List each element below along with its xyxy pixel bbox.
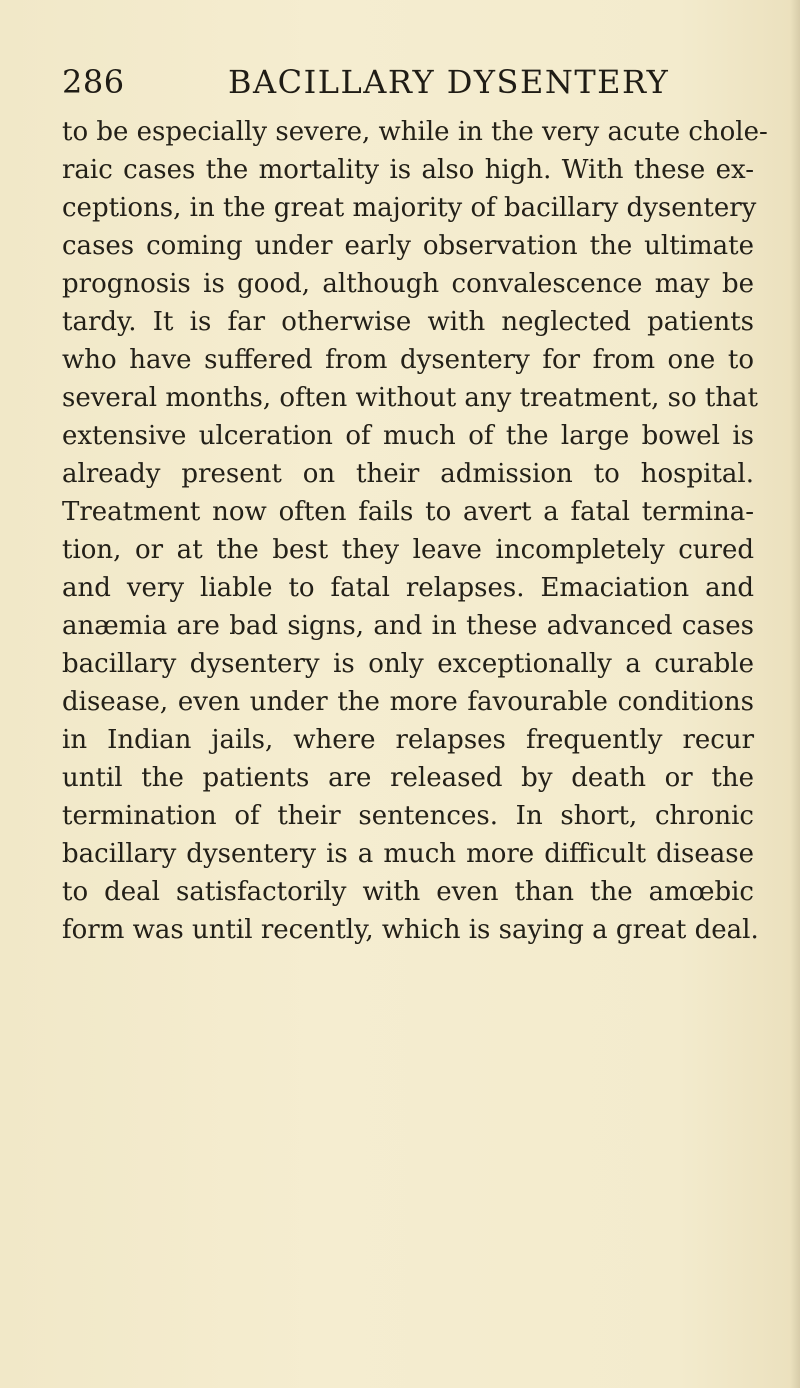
text-line: raic cases the mortality is also high. With these ex- bbox=[62, 155, 754, 185]
text-line: and very liable to fatal relapses. Emaciation and bbox=[62, 573, 754, 603]
text-line: until the patients are released by death or the bbox=[62, 763, 754, 793]
text-line: who have suffered from dysentery for from one to bbox=[62, 345, 754, 375]
text-line: cases coming under early observation the ultimate bbox=[62, 231, 754, 261]
text-line: bacillary dysentery is only exceptionally a curable bbox=[62, 649, 754, 679]
text-line: already present on their admission to hospital. bbox=[62, 459, 754, 489]
chapter-title: BACILLARY DYSENTERY bbox=[228, 63, 670, 101]
text-line: disease, even under the more favourable conditions bbox=[62, 687, 754, 717]
text-line: in Indian jails, where relapses frequently recur bbox=[62, 725, 754, 755]
text-line: ceptions, in the great majority of bacillary dysentery bbox=[62, 193, 757, 223]
running-head bbox=[62, 58, 752, 106]
text-line: prognosis is good, although convalescence may be bbox=[62, 269, 754, 299]
text-line: tion, or at the best they leave incompletely cured bbox=[62, 535, 754, 565]
text-line: Treatment now often fails to avert a fatal termina- bbox=[62, 497, 754, 527]
text-line: to deal satisfactorily with even than the amœbic bbox=[62, 877, 754, 907]
text-line: extensive ulceration of much of the large bowel is bbox=[62, 421, 754, 451]
text-line: form was until recently, which is saying a great deal. bbox=[62, 915, 759, 945]
text-line: bacillary dysentery is a much more difficult disease bbox=[62, 839, 754, 869]
page-edge-shadow bbox=[790, 0, 800, 1388]
text-line: anæmia are bad signs, and in these advanced cases bbox=[62, 611, 754, 641]
body-paragraph bbox=[62, 113, 768, 949]
text-line: tardy. It is far otherwise with neglected patients bbox=[62, 307, 754, 337]
text-line: termination of their sentences. In short, chronic bbox=[62, 801, 754, 831]
page-number: 286 bbox=[62, 63, 125, 101]
text-line: several months, often without any treatment, so that bbox=[62, 383, 759, 413]
text-line: to be especially severe, while in the very acute chole- bbox=[62, 117, 768, 147]
